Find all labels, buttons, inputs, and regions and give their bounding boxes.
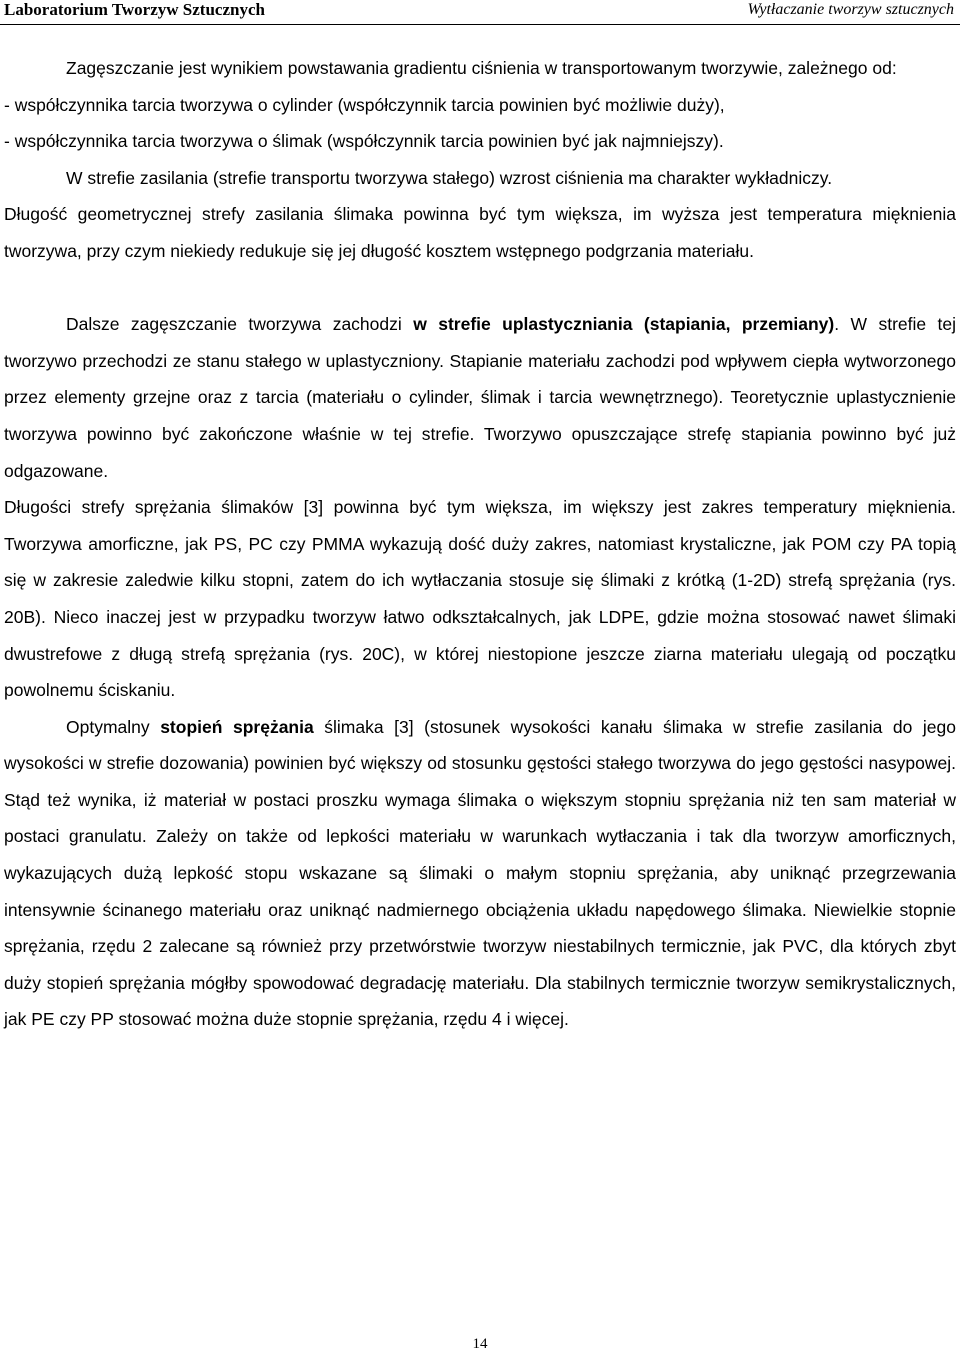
header-section-title: Wytłaczanie tworzyw sztucznych — [747, 1, 954, 18]
paragraph-melting-zone — [4, 306, 956, 489]
header-lab-title: Laboratorium Tworzyw Sztucznych — [4, 0, 265, 19]
melting-zone-term: w strefie uplastyczniania (stapiania, przemiany) — [413, 314, 835, 335]
compression-ratio-intro: Optymalny — [66, 716, 161, 737]
melting-zone-description: . W strefie tej tworzywo przechodzi ze stanu stałego w uplastyczniony. Stapianie materiału zachodzi pod wpływem ciepła wytworzonego przez elementy grzejne oraz z tarcia (materiału o cylinder, ślimak i tarcia wewnętrznego). Teoretycznie uplastycznienie tworzywa powinno być zakończone właśnie w tej strefie. Tworzywo opuszczające strefę stapiania powinno być już odgazowane. — [4, 314, 957, 481]
list-item-screw-friction: - współczynnika tarcia tworzywa o ślimak (współczynnik tarcia powinien być jak najmniejszy). — [4, 131, 724, 152]
paragraph-compaction: Zagęszczanie jest wynikiem powstawania gradientu ciśnienia w transportowanym tworzywie, zależnego od: — [66, 58, 897, 78]
page-number: 14 — [472, 1336, 488, 1352]
paragraph-feed-zone-length: Długość geometrycznej strefy zasilania ślimaka powinna być tym większa, im wyższa jest temperatura mięknienia tworzywa, przy czym niekiedy redukuje się jej długość kosztem wstępnego podgrzania materiału. — [4, 204, 956, 261]
compression-ratio-description: ślimaka [3] (stosunek wysokości kanału ślimaka w strefie zasilania do jego wysokości w strefie dozowania) powinien być większy od stosunku gęstości stałego tworzywa do jego gęstości nasypowej. Stąd też wynika, iż materiał w postaci proszku wymaga ślimaka o większym stopniu sprężania niż ten sam materiał w postaci granulatu. Zależy on także od lepkości materiału w warunkach wytłaczania i tak dla tworzyw amorficznych, wykazujących dużą lepkość stopu wskazane są ślimaki o małym stopniu sprężania, aby uniknąć przegrzewania intensywnie ścinanego materiału oraz uniknąć nadmiernego obciążenia układu napędowego ślimaka. Niewielkie stopnie sprężania, rzędu 2 zalecane są również przy przetwórstwie tworzyw niestabilnych termicznie, jak PVC, dla których zbyt duży stopień sprężania mógłby spowodować degradację materiału. Dla stabilnych termicznie tworzyw semikrystalicznych, jak PE czy PP stosować można duże stopnie sprężania, rzędu 4 i więcej. — [4, 716, 957, 1030]
compression-ratio-term: stopień sprężania — [160, 716, 314, 737]
paragraph-compression-ratio — [4, 709, 956, 1038]
paragraph-spacer — [4, 270, 956, 307]
list-item-cylinder-friction: - współczynnika tarcia tworzywa o cylinder (współczynnik tarcia powinien być możliwie duży), — [4, 94, 725, 115]
page-header — [0, 0, 960, 25]
document-body — [4, 50, 956, 1038]
paragraph-compression-zone-length: Długości strefy sprężania ślimaków [3] powinna być tym większa, im większy jest zakres temperatury mięknienia. Tworzywa amorficzne, jak PS, PC czy PMMA wykazują dość duży zakres, natomiast krystaliczne, jak POM czy PA topią się w zakresie zaledwie kilku stopni, zatem do ich wytłaczania stosuje się ślimaki z krótką (1-2D) strefą sprężania (rys. 20B). Nieco inaczej jest w przypadku tworzyw łatwo odkształcalnych, jak LDPE, gdzie można stosować nawet ślimaki dwustrefowe z długą strefą sprężania (rys. 20C), w której niestopione jeszcze ziarna materiału ulegają od początku powolnemu ściskaniu. — [4, 497, 956, 701]
melting-zone-intro: Dalsze zagęszczanie tworzywa zachodzi — [66, 314, 414, 335]
paragraph-feed-zone-pressure: W strefie zasilania (strefie transportu tworzywa stałego) wzrost ciśnienia ma charakter wykładniczy. — [66, 167, 833, 188]
